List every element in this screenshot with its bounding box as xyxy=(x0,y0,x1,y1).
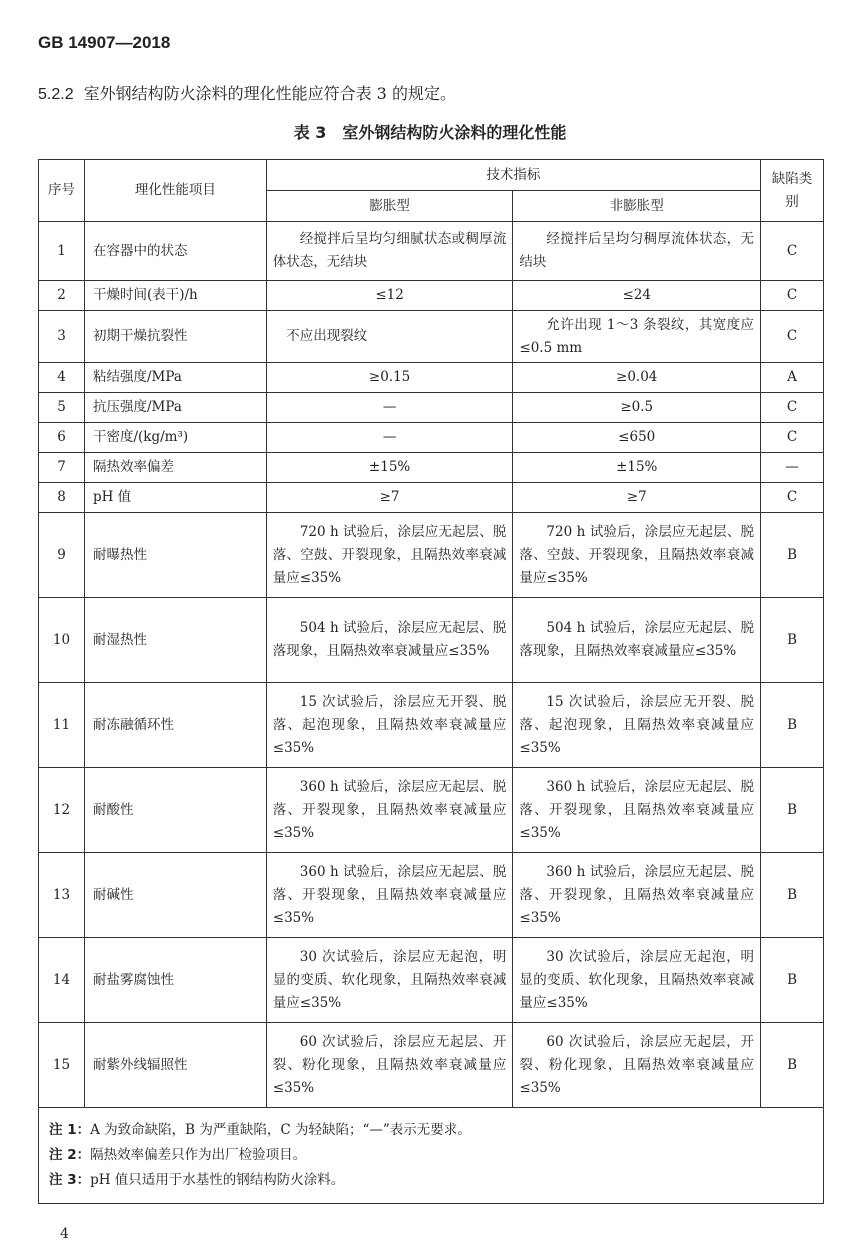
row-seq: 10 xyxy=(39,598,85,683)
row-property: 耐湿热性 xyxy=(84,598,266,683)
row-defect: B xyxy=(761,938,824,1023)
row-defect: C xyxy=(761,393,824,423)
row-property: pH 值 xyxy=(84,483,266,513)
row-seq: 13 xyxy=(39,853,85,938)
table-number: 表 3 xyxy=(293,123,327,142)
clause-paragraph xyxy=(38,81,456,104)
row-defect: B xyxy=(761,768,824,853)
row-non-intumescent: ≤24 xyxy=(513,281,761,311)
table-row xyxy=(39,483,824,513)
row-property: 耐碱性 xyxy=(84,853,266,938)
table-notes xyxy=(39,1108,824,1204)
row-non-intumescent: 360 h 试验后，涂层应无起层、脱落、开裂现象，且隔热效率衰减量应≤35% xyxy=(513,853,761,938)
row-non-intumescent: ≥7 xyxy=(513,483,761,513)
row-seq: 9 xyxy=(39,513,85,598)
row-intumescent: 504 h 试验后，涂层应无起层、脱落现象，且隔热效率衰减量应≤35% xyxy=(266,598,513,683)
note-text: pH 值只适用于水基性的钢结构防火涂料。 xyxy=(90,1172,345,1188)
row-intumescent: ±15% xyxy=(266,453,513,483)
row-defect: B xyxy=(761,513,824,598)
table-row xyxy=(39,222,824,281)
row-property: 耐盐雾腐蚀性 xyxy=(84,938,266,1023)
row-defect: C xyxy=(761,281,824,311)
row-property: 耐曝热性 xyxy=(84,513,266,598)
row-intumescent: ≥0.15 xyxy=(266,363,513,393)
table-row xyxy=(39,683,824,768)
row-non-intumescent: 360 h 试验后，涂层应无起层、脱落、开裂现象，且隔热效率衰减量应≤35% xyxy=(513,768,761,853)
note-2 xyxy=(49,1143,813,1168)
row-seq: 1 xyxy=(39,222,85,281)
row-property: 初期干燥抗裂性 xyxy=(84,311,266,363)
table-title-text: 室外钢结构防火涂料的理化性能 xyxy=(342,123,567,142)
note-label: 注 1： xyxy=(49,1122,91,1138)
note-label: 注 3： xyxy=(49,1172,91,1188)
row-intumescent: 不应出现裂纹 xyxy=(266,311,513,363)
row-defect: B xyxy=(761,853,824,938)
row-seq: 6 xyxy=(39,423,85,453)
table-row xyxy=(39,423,824,453)
note-1 xyxy=(49,1118,813,1143)
row-non-intumescent: 允许出现 1～3 条裂纹，其宽度应≤0.5 mm xyxy=(513,311,761,363)
row-seq: 11 xyxy=(39,683,85,768)
table-row xyxy=(39,938,824,1023)
note-text: A 为致命缺陷，B 为严重缺陷，C 为轻缺陷；“—”表示无要求。 xyxy=(90,1122,471,1138)
row-property: 在容器中的状态 xyxy=(84,222,266,281)
row-defect: C xyxy=(761,222,824,281)
header-seq: 序号 xyxy=(39,160,85,222)
row-intumescent: — xyxy=(266,393,513,423)
row-seq: 12 xyxy=(39,768,85,853)
row-defect: — xyxy=(761,453,824,483)
row-intumescent: ≥7 xyxy=(266,483,513,513)
standard-number: GB 14907—2018 xyxy=(38,33,171,52)
row-seq: 2 xyxy=(39,281,85,311)
row-seq: 7 xyxy=(39,453,85,483)
row-non-intumescent: ≥0.04 xyxy=(513,363,761,393)
table-row xyxy=(39,363,824,393)
table-row xyxy=(39,598,824,683)
row-non-intumescent: 720 h 试验后，涂层应无起层、脱落、空鼓、开裂现象，且隔热效率衰减量应≤35% xyxy=(513,513,761,598)
row-seq: 5 xyxy=(39,393,85,423)
table-row xyxy=(39,453,824,483)
row-non-intumescent: 60 次试验后，涂层应无起层，开裂、粉化现象，且隔热效率衰减量应≤35% xyxy=(513,1023,761,1108)
row-seq: 14 xyxy=(39,938,85,1023)
row-non-intumescent: 经搅拌后呈均匀稠厚流体状态，无结块 xyxy=(513,222,761,281)
row-intumescent: 60 次试验后，涂层应无起层、开裂、粉化现象，且隔热效率衰减量应≤35% xyxy=(266,1023,513,1108)
properties-table xyxy=(38,159,824,1204)
row-intumescent: 720 h 试验后，涂层应无起层、脱落、空鼓、开裂现象，且隔热效率衰减量应≤35% xyxy=(266,513,513,598)
row-property: 干燥时间(表干)/h xyxy=(84,281,266,311)
row-property: 干密度/(kg/m³) xyxy=(84,423,266,453)
table-title xyxy=(0,120,860,143)
clause-text: 室外钢结构防火涂料的理化性能应符合表 3 的规定。 xyxy=(83,84,456,103)
row-defect: C xyxy=(761,311,824,363)
row-non-intumescent: ≥0.5 xyxy=(513,393,761,423)
row-defect: B xyxy=(761,1023,824,1108)
row-seq: 8 xyxy=(39,483,85,513)
row-intumescent: 360 h 试验后，涂层应无起层、脱落、开裂现象，且隔热效率衰减量应≤35% xyxy=(266,853,513,938)
row-non-intumescent: 504 h 试验后，涂层应无起层、脱落现象，且隔热效率衰减量应≤35% xyxy=(513,598,761,683)
row-intumescent: — xyxy=(266,423,513,453)
table-row xyxy=(39,768,824,853)
row-defect: B xyxy=(761,683,824,768)
row-defect: A xyxy=(761,363,824,393)
note-3 xyxy=(49,1168,813,1193)
header-intumescent: 膨胀型 xyxy=(266,191,513,222)
header-tech: 技术指标 xyxy=(266,160,760,191)
row-property: 耐紫外线辐照性 xyxy=(84,1023,266,1108)
table-row xyxy=(39,1023,824,1108)
table-row xyxy=(39,281,824,311)
row-property: 粘结强度/MPa xyxy=(84,363,266,393)
header-non-intumescent: 非膨胀型 xyxy=(513,191,761,222)
row-defect: B xyxy=(761,598,824,683)
note-label: 注 2： xyxy=(49,1147,91,1163)
table-row xyxy=(39,393,824,423)
header-property: 理化性能项目 xyxy=(84,160,266,222)
row-non-intumescent: ±15% xyxy=(513,453,761,483)
header-defect: 缺陷类别 xyxy=(761,160,824,222)
row-intumescent: 经搅拌后呈均匀细腻状态或稠厚流体状态，无结块 xyxy=(266,222,513,281)
clause-number: 5.2.2 xyxy=(38,86,74,103)
row-non-intumescent: 30 次试验后，涂层应无起泡，明显的变质、软化现象，且隔热效率衰减量应≤35% xyxy=(513,938,761,1023)
table-row xyxy=(39,513,824,598)
row-intumescent: 30 次试验后，涂层应无起泡，明显的变质、软化现象，且隔热效率衰减量应≤35% xyxy=(266,938,513,1023)
note-text: 隔热效率偏差只作为出厂检验项目。 xyxy=(90,1147,307,1163)
row-non-intumescent: ≤650 xyxy=(513,423,761,453)
row-intumescent: 15 次试验后，涂层应无开裂、脱落、起泡现象，且隔热效率衰减量应≤35% xyxy=(266,683,513,768)
row-property: 隔热效率偏差 xyxy=(84,453,266,483)
row-intumescent: 360 h 试验后，涂层应无起层、脱落、开裂现象，且隔热效率衰减量应≤35% xyxy=(266,768,513,853)
row-defect: C xyxy=(761,423,824,453)
row-intumescent: ≤12 xyxy=(266,281,513,311)
row-non-intumescent: 15 次试验后，涂层应无开裂、脱落、起泡现象，且隔热效率衰减量应≤35% xyxy=(513,683,761,768)
row-seq: 4 xyxy=(39,363,85,393)
table-row xyxy=(39,853,824,938)
row-seq: 15 xyxy=(39,1023,85,1108)
page-number: 4 xyxy=(60,1226,69,1242)
row-defect: C xyxy=(761,483,824,513)
row-seq: 3 xyxy=(39,311,85,363)
table-row xyxy=(39,311,824,363)
row-property: 抗压强度/MPa xyxy=(84,393,266,423)
row-property: 耐酸性 xyxy=(84,768,266,853)
row-property: 耐冻融循环性 xyxy=(84,683,266,768)
